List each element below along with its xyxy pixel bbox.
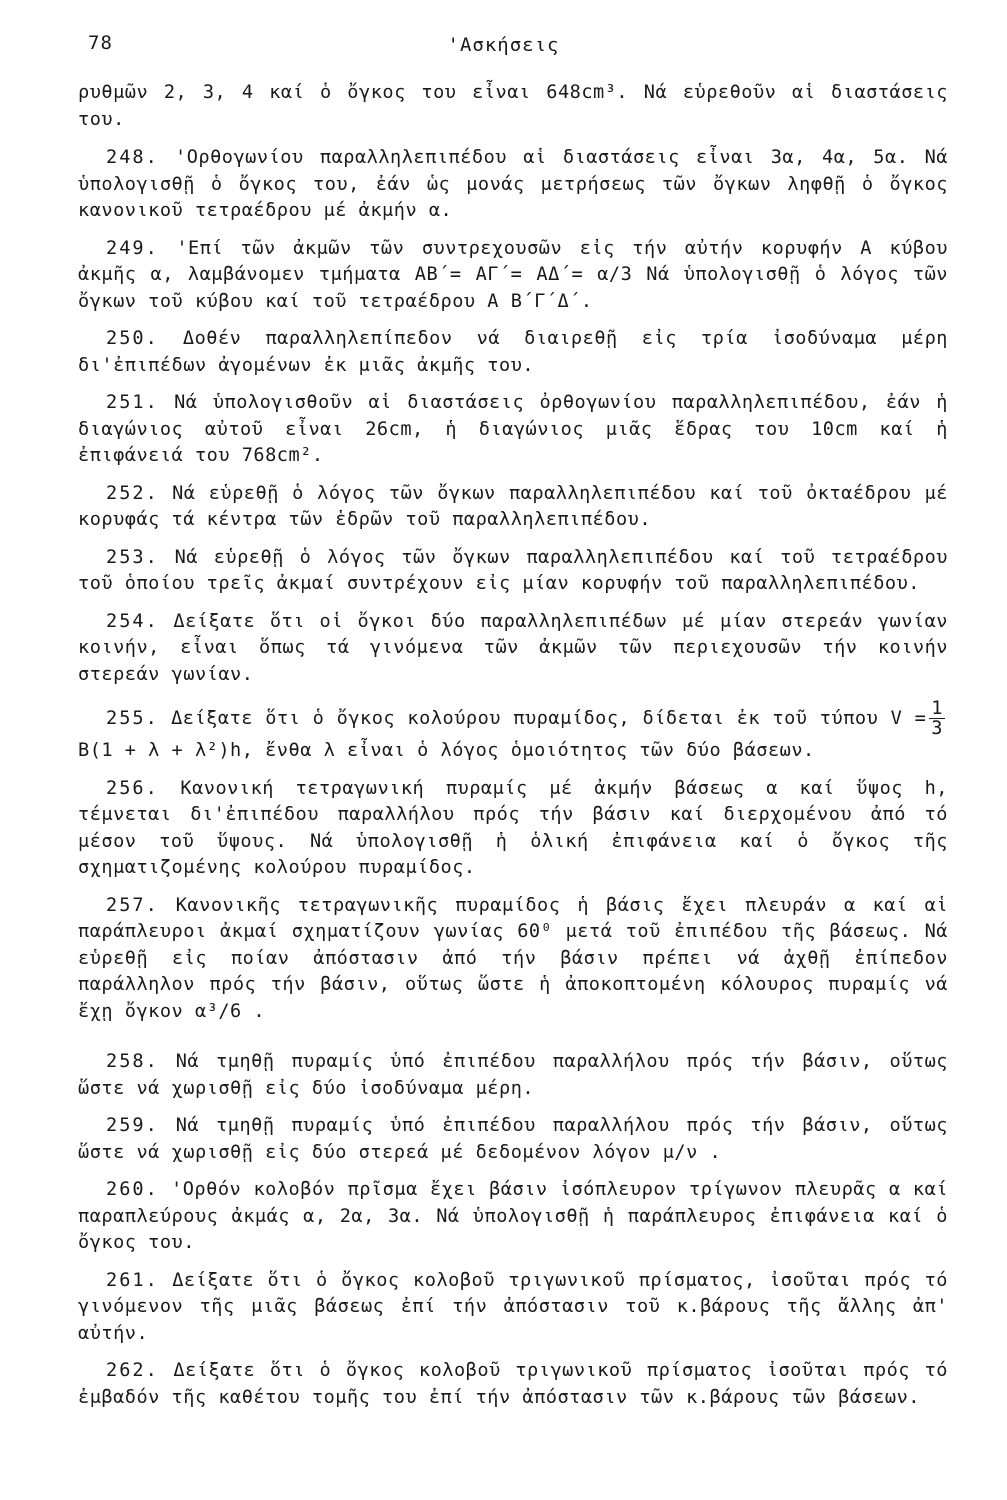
exercise-255 (78, 699, 948, 765)
exercise-249 (78, 236, 948, 316)
exercise-text: Νά τμηθῇ πυραμίς ὑπό ἐπιπέδου παραλλήλου πρός τήν βάσιν, οὕτως ὥστε νά χωρισθῇ εἰς δύο στερεά μέ δεδομένον λόγον μ/ν . (78, 1115, 948, 1163)
exercise-258 (78, 1049, 948, 1102)
running-title: 'Ασκήσεις (447, 34, 560, 56)
exercise-text: Δείξατε ὅτι ὁ ὄγκος κολούρου πυραμίδος, δίδεται ἐκ τοῦ τύπου V = (171, 708, 927, 729)
exercise-number: 249. (106, 237, 159, 259)
exercise-text: Δείξατε ὅτι ὁ ὄγκος κολοβοῦ τριγωνικοῦ πρίσματος ἰσοῦται πρός τό ἐμβαδόν τῆς καθέτου τομῆς του ἐπί τήν ἀπόστασιν τῶν κ.βάρους τῶν βάσεων. (78, 1360, 948, 1408)
fraction-numerator: 1 (931, 698, 943, 719)
page-number: 78 (88, 32, 113, 54)
exercise-number: 261. (106, 1269, 159, 1291)
exercise-number: 250. (106, 328, 159, 349)
exercise-number: 260. (106, 1179, 159, 1200)
exercise-251 (78, 390, 948, 470)
exercise-text: Νά τμηθῇ πυραμίς ὑπό ἐπιπέδου παραλλήλου πρός τήν βάσιν, οὕτως ὥστε νά χωρισθῇ εἰς δύο ἰσοδύναμα μέρη. (78, 1051, 948, 1099)
exercise-text: Δείξατε ὅτι οἱ ὄγκοι δύο παραλληλεπιπέδων μέ μίαν στερεάν γωνίαν κοινήν, εἶναι ὅπως τά γινόμενα τῶν ἀκμῶν τῶν περιεχουσῶν τήν κοινήν στερεάν γωνίαν. (78, 610, 948, 685)
exercise-text: Κανονικῆς τετραγωνικῆς πυραμίδος ἡ βάσις ἔχει πλευράν α καί αἱ παράπλευροι ἀκμαί σχηματίζουν γωνίας 60⁰ μετά τοῦ ἐπιπέδου τῆς βάσεως. Νά εὑρεθῇ εἰς ποίαν ἀπόστασιν ἀπό τήν βάσιν πρέπει νά ἀχθῇ ἐπίπεδον παράλληλον πρός τήν βάσιν, οὕτως ὥστε ἡ ἀποκοπτομένη κόλουρος πυραμίς νά ἔχῃ ὄγκον α³/6 . (78, 894, 948, 1022)
continued-paragraph: ρυθμῶν 2, 3, 4 καί ὁ ὄγκος του εἶναι 648cm³. Νά εὑρεθοῦν αἱ διαστάσεις του. (78, 82, 948, 130)
exercise-text: Δείξατε ὅτι ὁ ὄγκος κολοβοῦ τριγωνικοῦ πρίσματος, ἰσοῦται πρός τό γινόμενον τῆς μιᾶς βάσεως ἐπί τήν ἀπόστασιν τοῦ κ.βάρους τῆς ἄλλης ἀπ' αὐτήν. (78, 1269, 948, 1344)
exercise-number: 258. (106, 1051, 159, 1072)
formula-fraction (929, 699, 945, 738)
page-body (78, 80, 948, 1422)
fraction-denominator: 3 (931, 718, 943, 739)
exercise-257 (78, 893, 948, 1026)
exercise-text: 'Επί τῶν ἀκμῶν τῶν συντρεχουσῶν εἰς τήν αὐτήν κορυφήν Α κύβου ἀκμῆς α, λαμβάνομεν τμήματα ΑΒ΄= ΑΓ΄= ΑΔ΄= α/3 Νά ὑπολογισθῇ ὁ λόγος τῶν ὄγκων τοῦ κύβου καί τοῦ τετραέδρου Α Β΄Γ΄Δ΄. (78, 237, 948, 312)
exercise-254 (78, 609, 948, 689)
exercise-248 (78, 145, 948, 225)
exercise-number: 256. (106, 777, 159, 799)
exercise-262 (78, 1358, 948, 1411)
exercise-259 (78, 1113, 948, 1166)
exercise-number: 251. (106, 392, 159, 413)
exercise-number: 255. (106, 708, 159, 729)
exercise-text: Νά εὑρεθῇ ὁ λόγος τῶν ὄγκων παραλληλεπιπέδου καί τοῦ τετραέδρου τοῦ ὁποίου τρεῖς ἀκμαί συντρέχουν εἰς μίαν κορυφήν τοῦ παραλληλεπιπέδου. (78, 546, 948, 594)
exercise-number: 262. (106, 1360, 159, 1381)
exercise-text: Νά ὑπολογισθοῦν αἱ διαστάσεις ὀρθογωνίου παραλληλεπιπέδου, ἐάν ἡ διαγώνιος αὐτοῦ εἶναι 26cm, ἡ διαγώνιος μιᾶς ἕδρας του 10cm καί ἡ ἐπιφάνειά του 768cm². (78, 392, 948, 466)
exercise-number: 257. (106, 894, 159, 916)
exercise-number: 248. (106, 147, 159, 168)
exercise-number: 253. (106, 546, 159, 568)
exercise-text: 'Ορθόν κολοβόν πρῖσμα ἔχει βάσιν ἰσόπλευρον τρίγωνον πλευρᾶς α καί παραπλεύρους ἀκμάς α, 2α, 3α. Νά ὑπολογισθῇ ἡ παράπλευρος ἐπιφάνεια καί ὁ ὄγκος του. (78, 1179, 948, 1253)
exercise-text: Κανονική τετραγωνική πυραμίς μέ ἀκμήν βάσεως α καί ὕψος h, τέμνεται δι'ἐπιπέδου παραλλήλου πρός τήν βάσιν καί διερχομένου ἀπό τό μέσον τοῦ ὕψους. Νά ὑπολογισθῇ ἡ ὁλική ἐπιφάνεια καί ὁ ὄγκος τῆς σχηματιζομένης κολούρου πυραμίδος. (78, 777, 948, 878)
exercise-250 (78, 326, 948, 379)
exercise-253 (78, 545, 948, 598)
exercise-252 (78, 481, 948, 534)
exercise-text: 'Ορθογωνίου παραλληλεπιπέδου αἱ διαστάσεις εἶναι 3α, 4α, 5α. Νά ὑπολογισθῇ ὁ ὄγκος του, ἐάν ὡς μονάς μετρήσεως τῶν ὄγκων ληφθῇ ὁ ὄγκος κανονικοῦ τετραέδρου μέ ἀκμήν α. (78, 147, 948, 221)
exercise-text: Δοθέν παραλληλεπίπεδον νά διαιρεθῇ εἰς τρία ἰσοδύναμα μέρη δι'ἐπιπέδων ἀγομένων ἐκ μιᾶς ἀκμῆς του. (78, 328, 948, 376)
exercise-text: Νά εὑρεθῇ ὁ λόγος τῶν ὄγκων παραλληλεπιπέδου καί τοῦ ὀκταέδρου μέ κορυφάς τά κέντρα τῶν ἑδρῶν τοῦ παραλληλεπιπέδου. (78, 482, 948, 530)
exercise-number: 259. (106, 1115, 159, 1136)
exercise-260 (78, 1177, 948, 1257)
exercise-number: 254. (106, 610, 159, 632)
exercise-256 (78, 776, 948, 882)
exercise-261 (78, 1268, 948, 1348)
exercise-text: B(1 + λ + λ²)h, ἔνθα λ εἶναι ὁ λόγος ὁμοιότητος τῶν δύο βάσεων. (78, 740, 815, 761)
exercise-number: 252. (106, 482, 159, 504)
